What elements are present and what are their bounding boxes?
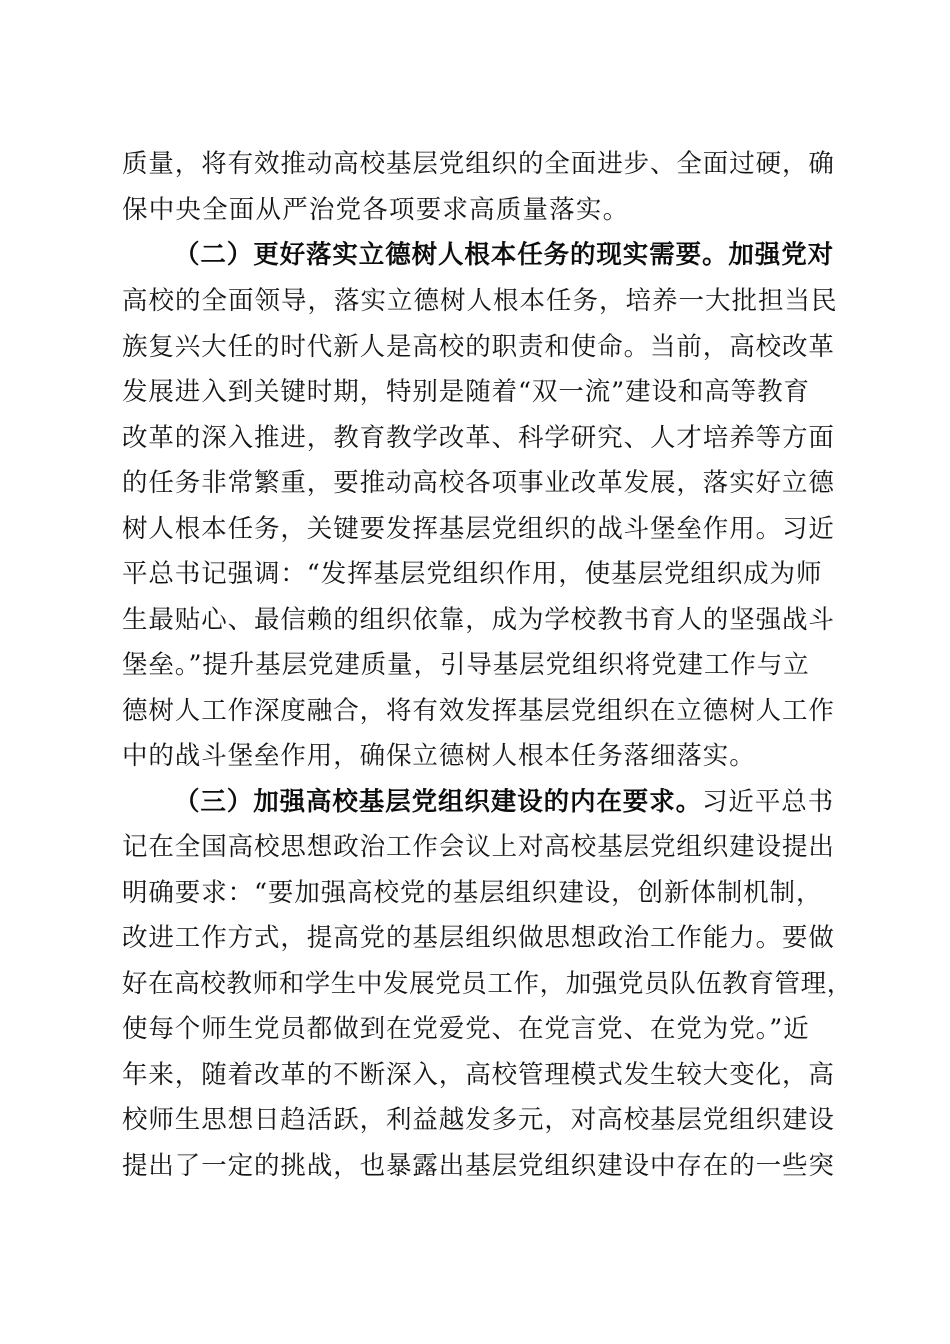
body-text-line: 保中央全面从严治党各项要求高质量落实。 <box>122 195 630 225</box>
body-text-line: 使每个师生党员都做到在党爱党、在党言党、在党为党。”近 <box>122 1014 810 1044</box>
section-heading-3 <box>174 782 834 822</box>
body-text-line: 树人根本任务，关键要发挥基层党组织的战斗堡垒作用。习近 <box>122 514 835 544</box>
body-text-line: 平总书记强调：“发挥基层党组织作用，使基层党组织成为师 <box>122 559 823 589</box>
body-text-line: 提出了一定的挑战，也暴露出基层党组织建设中存在的一些突 <box>122 1151 835 1181</box>
body-text-line: 明确要求：“要加强高校党的基层组织建设，创新体制机制， <box>122 878 823 908</box>
body-text-line: 高校的全面领导，落实立德树人根本任务，培养一大批担当民 <box>122 286 838 316</box>
body-text-line: 生最贴心、最信赖的组织依靠，成为学校教书育人的坚强战斗 <box>122 605 835 635</box>
body-text-line: 中的战斗堡垒作用，确保立德树人根本任务落细落实。 <box>122 741 756 771</box>
section-heading-2 <box>174 235 834 275</box>
body-text-line: 堡垒。”提升基层党建质量，引导基层党组织将党建工作与立 <box>122 650 810 680</box>
section-3-title: 加强高校基层党组织建设的内在要求。 <box>253 787 703 817</box>
body-text-line: 改革的深入推进，教育教学改革、科学研究、人才培养等方面 <box>122 423 835 453</box>
body-text-line: 改进工作方式，提高党的基层组织做思想政治工作能力。要做 <box>122 923 835 953</box>
body-text-line: 质量，将有效推动高校基层党组织的全面进步、全面过硬，确 <box>122 149 835 179</box>
body-text-line: 发展进入到关键时期，特别是随着“双一流”建设和高等教育 <box>122 377 810 407</box>
body-text-line: 记在全国高校思想政治工作会议上对高校基层党组织建设提出 <box>122 832 835 862</box>
section-3-tail: 习近平总书 <box>702 787 835 817</box>
body-text-line: 的任务非常繁重，要推动高校各项事业改革发展，落实好立德 <box>122 468 835 498</box>
body-text-line: 族复兴大任的时代新人是高校的职责和使命。当前，高校改革 <box>122 332 835 362</box>
section-2-title: 更好落实立德树人根本任务的现实需要。加强党对 <box>253 240 835 270</box>
body-text-line: 校师生思想日趋活跃，利益越发多元，对高校基层党组织建设 <box>122 1105 835 1135</box>
section-2-label: （二） <box>174 240 254 270</box>
body-text-line: 年来，随着改革的不断深入，高校管理模式发生较大变化，高 <box>122 1060 835 1090</box>
body-text-line: 德树人工作深度融合，将有效发挥基层党组织在立德树人工作 <box>122 696 835 726</box>
section-3-label: （三） <box>174 787 254 817</box>
body-text-line: 好在高校教师和学生中发展党员工作，加强党员队伍教育管理， <box>122 969 853 999</box>
